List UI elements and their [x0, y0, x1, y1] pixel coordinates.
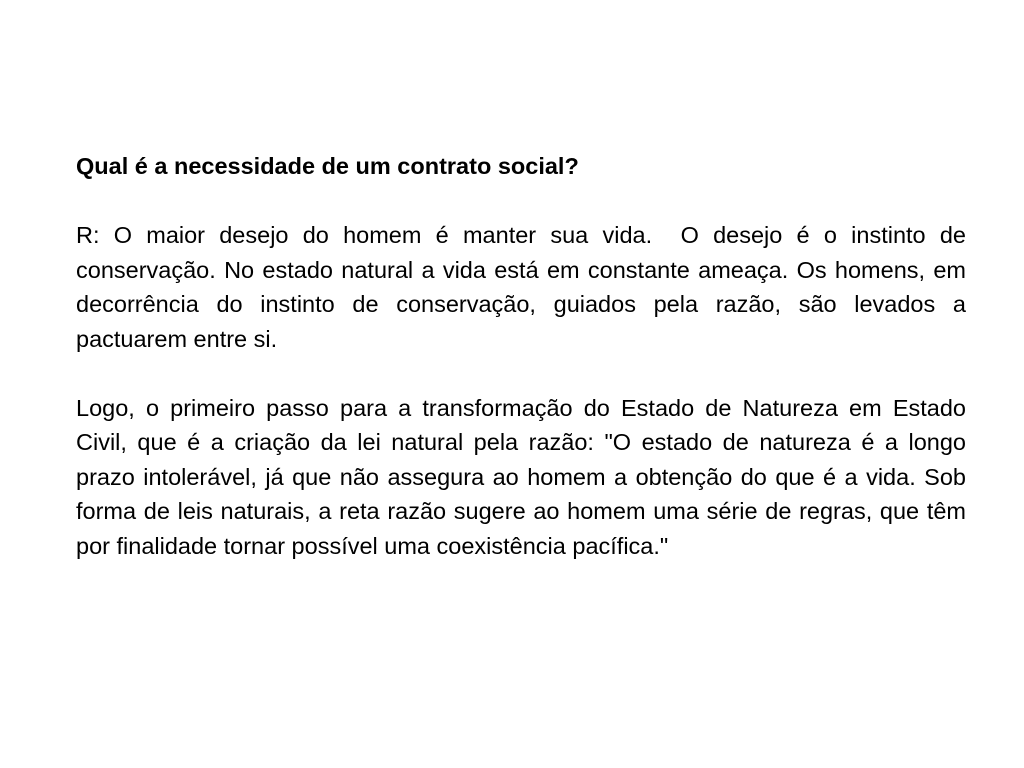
question-heading: Qual é a necessidade de um contrato social? — [76, 153, 579, 179]
answer-paragraph: R: O maior desejo do homem é manter sua vida. O desejo é o instinto de conservação. No estado natural a vida está em constante ameaça. Os homens, em decorrência do instinto de conservação, guiados pela razão, são levados a pactuarem entre si. — [76, 222, 973, 352]
slide-content — [76, 149, 973, 563]
conclusion-paragraph: Logo, o primeiro passo para a transformação do Estado de Natureza em Estado Civil, que é a criação da lei natural pela razão: "O estado de natureza é a longo prazo intolerável, já que não assegura ao homem a obtenção do que é a vida. Sob forma de leis naturais, a reta razão sugere ao homem uma série de regras, que têm por finalidade tornar possível uma coexistência pacífica." — [76, 394, 966, 559]
